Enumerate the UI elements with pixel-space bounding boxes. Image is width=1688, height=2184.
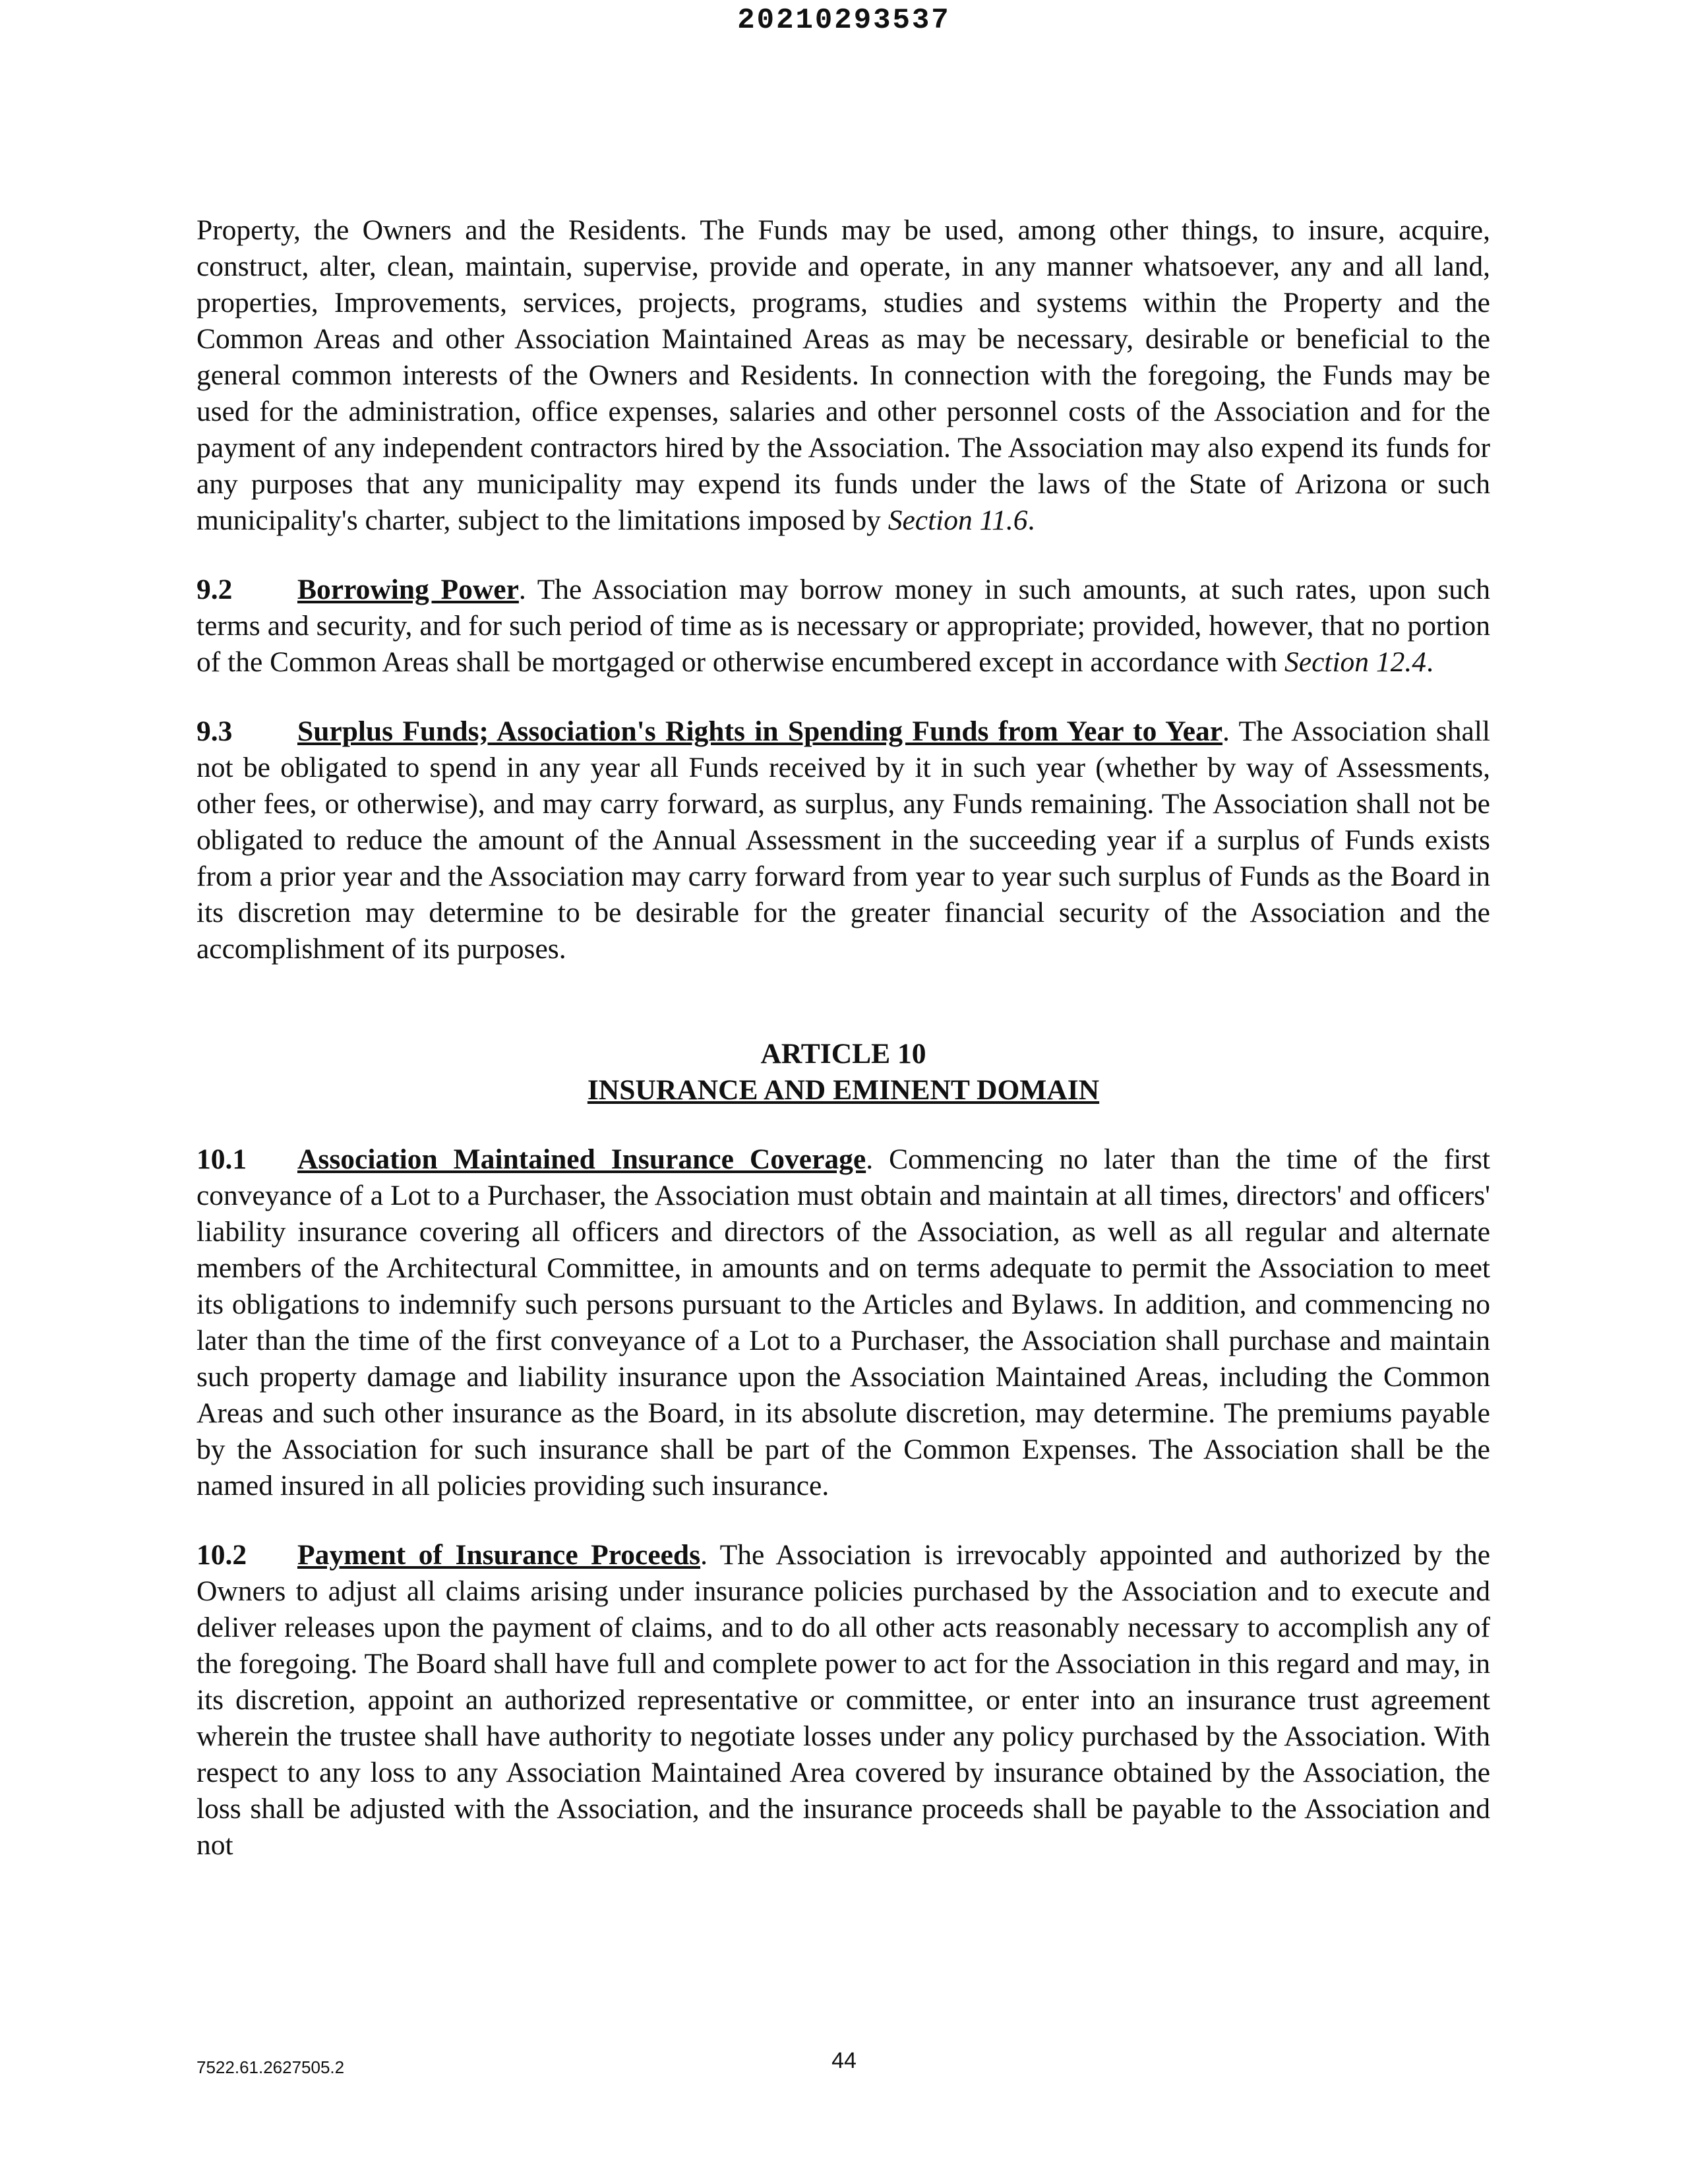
section-title: Payment of Insurance Proceeds xyxy=(297,1539,701,1571)
section-title: Borrowing Power xyxy=(297,574,519,605)
section-reference: Section 11.6 xyxy=(888,504,1028,536)
intro-end: . xyxy=(1027,504,1035,536)
section-text: . The Association shall not be obligated to spend in any year all Funds received by it in such year (whether by way of Assessments, other fees, or otherwise), and may carry forward, as surplus, any Funds remaining. The Association shall not be obligated to reduce the amount of the Annual Assessment in the succeeding year if a surplus of Funds exists from a prior year and the Association may carry forward from year to year such surplus of Funds as the Board in its discretion may determine to be desirable for the greater financial security of the Association and the accomplishment of its purposes. xyxy=(196,715,1490,965)
section-text: . The Association is irrevocably appointed and authorized by the Owners to adjust all claims arising under insurance policies purchased by the Association and to execute and deliver releases upon the payment of claims, and to do all other acts reasonably necessary to accomplish any of the foregoing. The Board shall have full and complete power to act for the Association in this regard and may, in its discretion, appoint an authorized representative or committee, or enter into an insurance trust agreement wherein the trustee shall have authority to negotiate losses under any policy purchased by the Association. With respect to any loss to any Association Maintained Area covered by insurance obtained by the Association, the loss shall be adjusted with the Association, and the insurance proceeds shall be payable to the Association and not xyxy=(196,1539,1491,1861)
footer-document-reference: 7522.61.2627505.2 xyxy=(196,2057,345,2077)
section-10-2 xyxy=(196,1537,1490,1864)
page-number: 44 xyxy=(831,2048,857,2073)
section-text: . Commencing no later than the time of the first conveyance of a Lot to a Purchaser, the Association must obtain and maintain at all times, directors' and officers' liability insurance covering all officers and directors of the Association, as well as all regular and alternate members of the Architectural Committee, in amounts and on terms adequate to permit the Association to meet its obligations to indemnify such persons pursuant to the Articles and Bylaws. In addition, and commencing no later than the time of the first conveyance of a Lot to a Purchaser, the Association shall purchase and maintain such property damage and liability insurance upon the Association Maintained Areas, including the Common Areas and such other insurance as the Board, in its absolute discretion, may determine. The premiums payable by the Association for such insurance shall be part of the Common Expenses. The Association shall be the named insured in all policies providing such insurance. xyxy=(196,1143,1490,1502)
document-number: 20210293537 xyxy=(737,4,951,37)
article-title: INSURANCE AND EMINENT DOMAIN xyxy=(587,1074,1100,1106)
section-10-1 xyxy=(196,1141,1490,1504)
section-title: Surplus Funds; Association's Rights in Spending Funds from Year to Year xyxy=(297,715,1223,747)
section-reference: Section 12.4 xyxy=(1284,646,1427,678)
section-9-3 xyxy=(196,713,1490,967)
section-number: 9.3 xyxy=(196,715,233,747)
section-number: 10.2 xyxy=(196,1539,247,1571)
intro-text: Property, the Owners and the Residents. The Funds may be used, among other things, to insure, acquire, construct, alter, clean, maintain, supervise, provide and operate, in any manner whatsoever, any and all land, properties, Improvements, services, projects, programs, studies and systems within the Property and the Common Areas and other Association Maintained Areas as may be necessary, desirable or beneficial to the general common interests of the Owners and Residents. In connection with the foregoing, the Funds may be used for the administration, office expenses, salaries and other personnel costs of the Association and for the payment of any independent contractors hired by the Association. The Association may also expend its funds for any purposes that any municipality may expend its funds under the laws of the State of Arizona or such municipality's charter, subject to the limitations imposed by xyxy=(196,214,1490,536)
section-text: . The Association may borrow money in such amounts, at such rates, upon such terms and security, and for such period of time as is necessary or appropriate; provided, however, that no portion of the Common Areas shall be mortgaged or otherwise encumbered except in accordance with xyxy=(196,574,1490,678)
article-heading xyxy=(196,1036,1490,1108)
intro-paragraph xyxy=(196,212,1490,539)
section-title: Association Maintained Insurance Coverage xyxy=(297,1143,866,1175)
section-number: 10.1 xyxy=(196,1143,247,1175)
page-body xyxy=(196,212,1490,1864)
section-9-2 xyxy=(196,572,1490,681)
article-label: ARTICLE 10 xyxy=(760,1038,926,1070)
section-number: 9.2 xyxy=(196,574,233,605)
section-end: . xyxy=(1426,646,1433,678)
